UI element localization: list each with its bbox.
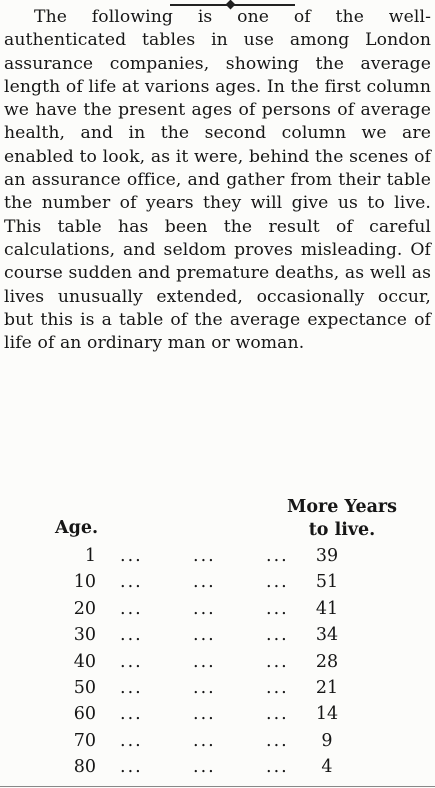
row-age: 70 [73, 730, 96, 751]
row-leader: ... [120, 677, 143, 698]
row-years: 51 [315, 572, 339, 593]
row-years: 9 [321, 730, 333, 751]
row-leader: ... [193, 651, 216, 672]
table-row [0, 704, 435, 730]
row-years: 28 [315, 651, 339, 672]
table-row [0, 625, 435, 651]
row-leader: ... [120, 651, 143, 672]
row-leader: ... [120, 625, 143, 646]
row-leader: ... [266, 598, 289, 619]
column-header-more-years-line1: More Years [286, 497, 397, 517]
row-leader: ... [193, 546, 216, 566]
row-leader: ... [266, 730, 289, 751]
row-leader: ... [266, 572, 289, 593]
table-row [0, 572, 435, 598]
column-header-more-years-line2: to live. [308, 520, 376, 540]
article-paragraph: The following is one of the well-authenticated tables in use among London assurance companies, showing the average length of life at varions ages. In the first column we have the present ages of persons of average health, and in the second column we are enabled to look, as it were, behind the scenes of an assurance office, and gather from their table the number of years they will give us to live. This table has been the result of careful calculations, and seldom proves misleading. Of course sudden and premature deaths, as well as lives unusually extended, occasionally occur, but this is a table of the average expectance of life of an ordinary man or woman. [4, 7, 431, 354]
row-leader: ... [120, 704, 143, 725]
table-row [0, 731, 435, 757]
row-leader: ... [120, 730, 143, 751]
table-row [0, 546, 435, 572]
column-header-age: Age. [55, 518, 99, 538]
row-age: 40 [73, 651, 96, 672]
row-leader: ... [193, 704, 216, 725]
row-leader: ... [266, 757, 289, 778]
row-leader: ... [266, 546, 289, 566]
table-row [0, 599, 435, 625]
row-leader: ... [266, 651, 289, 672]
row-age: 10 [73, 572, 96, 593]
row-age: 50 [73, 677, 96, 698]
row-years: 21 [315, 677, 339, 698]
table-body [0, 546, 435, 784]
row-years: 14 [315, 704, 339, 725]
row-leader: ... [120, 572, 143, 593]
row-age: 20 [73, 598, 96, 619]
row-age: 1 [84, 546, 96, 566]
table-row [0, 757, 435, 783]
row-leader: ... [193, 757, 216, 778]
row-leader: ... [193, 598, 216, 619]
row-years: 34 [315, 625, 339, 646]
row-years: 4 [321, 757, 333, 778]
row-leader: ... [193, 677, 216, 698]
row-years: 39 [315, 546, 339, 566]
row-leader: ... [120, 757, 143, 778]
row-age: 80 [73, 757, 96, 778]
bottom-rule [0, 786, 435, 787]
row-leader: ... [120, 546, 143, 566]
table-row [0, 652, 435, 678]
row-leader: ... [193, 730, 216, 751]
row-leader: ... [193, 572, 216, 593]
row-leader: ... [266, 704, 289, 725]
table-row [0, 678, 435, 704]
row-age: 30 [73, 625, 96, 646]
row-leader: ... [266, 677, 289, 698]
row-leader: ... [193, 625, 216, 646]
row-years: 41 [315, 598, 339, 619]
row-leader: ... [266, 625, 289, 646]
column-header-more-years [278, 496, 406, 542]
row-age: 60 [73, 704, 96, 725]
row-leader: ... [120, 598, 143, 619]
